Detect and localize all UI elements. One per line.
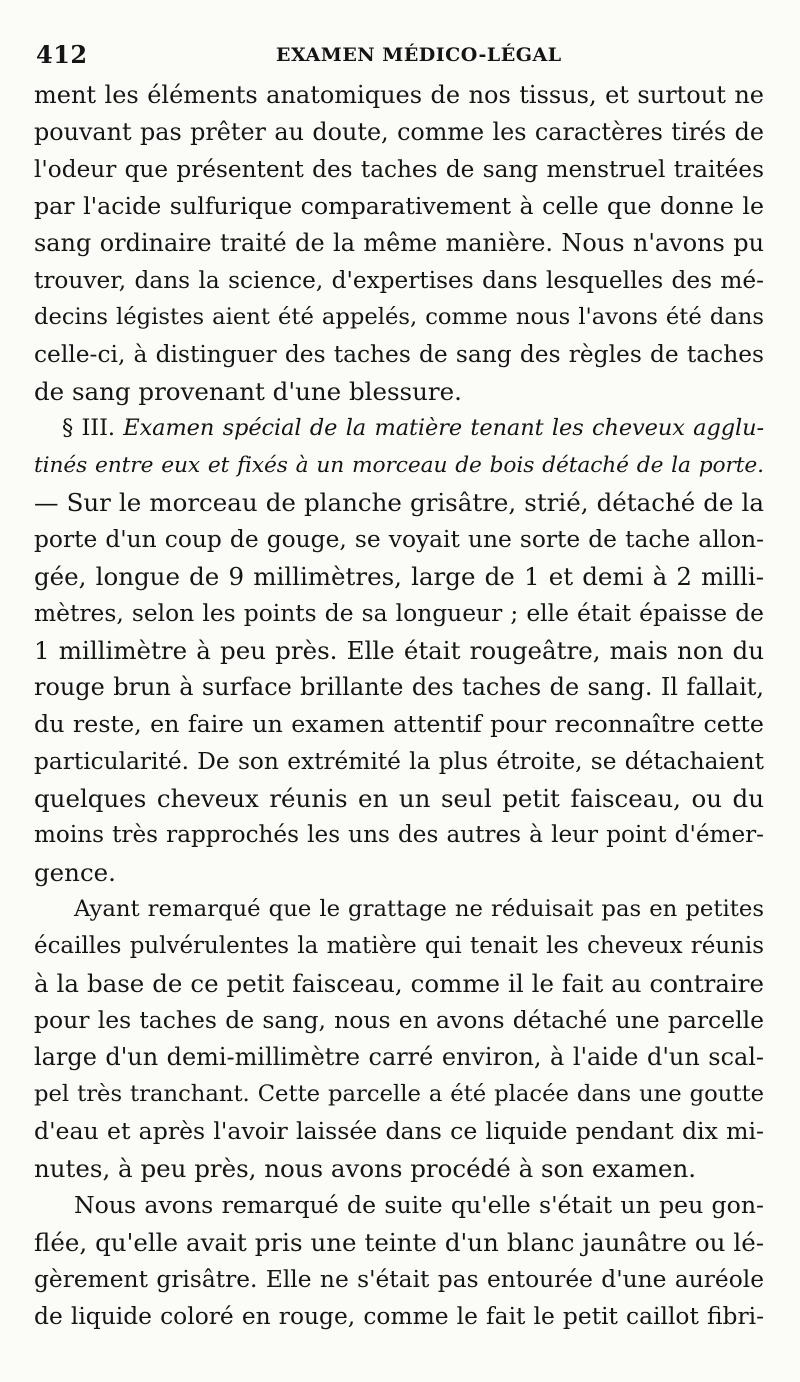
text-line: à la base de ce petit faisceau, comme il le fait au contraire: [34, 969, 764, 998]
text-line: rouge brun à surface brillante des taches de sang. Il fallait,: [34, 673, 764, 701]
text-line: particularité. De son extrémité la plus étroite, se détachaient: [34, 748, 764, 775]
text-line: sang ordinaire traité de la même manière. Nous n'avons pu: [34, 229, 764, 257]
paragraph-1: [34, 77, 764, 410]
text-line: pouvant pas prêter au doute, comme les caractères tirés de: [34, 118, 764, 146]
text-line: flée, qu'elle avait pris une teinte d'un blanc jaunâtre ou lé-: [34, 1228, 764, 1257]
text-line: de liquide coloré en rouge, comme le fait le petit caillot fibri-: [34, 1302, 764, 1330]
text-line: nutes, à peu près, nous avons procédé à son examen.: [34, 1154, 697, 1183]
text-line: porte d'un coup de gouge, se voyait une sorte de tache allon-: [34, 526, 764, 553]
text-line: quelques cheveux réunis en un seul petit faisceau, ou du: [34, 784, 764, 813]
section-marker: § III.: [62, 415, 115, 441]
section-heading-line-1: [34, 410, 764, 447]
text-line: d'eau et après l'avoir laissée dans ce liquide pendant dix mi-: [34, 1117, 764, 1145]
text-line: ment les éléments anatomiques de nos tissus, et surtout ne: [34, 81, 764, 109]
text-line: celle-ci, à distinguer des taches de sang des règles de taches: [34, 341, 764, 368]
page-header: [36, 40, 764, 76]
section-title-part-2: tinés entre eux et fixés à un morceau de bois détaché de la porte.: [34, 453, 764, 478]
section-title-part-1: Examen spécial de la matière tenant les cheveux agglu-: [123, 415, 764, 441]
text-line: par l'acide sulfurique comparativement à celle que donne le: [34, 192, 764, 220]
text-line: écailles pulvérulentes la matière qui tenait les cheveux réunis: [34, 933, 764, 959]
text-line: pel très tranchant. Cette parcelle a été placée dans une goutte: [34, 1081, 764, 1107]
text-line: l'odeur que présentent des taches de sang menstruel traitées: [34, 156, 764, 183]
text-line: — Sur le morceau de planche grisâtre, strié, détaché de la: [34, 488, 764, 517]
text-line: du reste, en faire un examen attentif pour reconnaître cette: [34, 710, 764, 738]
text-line: trouver, dans la science, d'expertises dans lesquelles des mé-: [34, 267, 764, 294]
text-line: decins légistes aient été appelés, comme nous l'avons été dans: [34, 304, 764, 330]
text-line: Nous avons remarqué de suite qu'elle s'était un peu gon-: [74, 1191, 764, 1219]
page-body: [34, 77, 764, 1335]
section-heading-line-2: [34, 447, 764, 484]
text-line: moins très rapprochés les uns des autres à leur point d'émer-: [34, 822, 764, 848]
text-line: gèrement grisâtre. Elle ne s'était pas entourée d'une auréole: [34, 1266, 764, 1293]
page-number: 412: [36, 40, 88, 69]
text-line: gée, longue de 9 millimètres, large de 1 et demi à 2 milli-: [34, 562, 764, 591]
text-line: Ayant remarqué que le grattage ne réduisait pas en petites: [74, 896, 764, 922]
running-title: EXAMEN MÉDICO-LÉGAL: [276, 44, 562, 66]
paragraph-2: [34, 484, 764, 1335]
text-line: de sang provenant d'une blessure.: [34, 377, 462, 406]
text-line: mètres, selon les points de sa longueur ; elle était épaisse de: [34, 599, 764, 627]
text-line: large d'un demi-millimètre carré environ, à l'aide d'un scal-: [34, 1043, 764, 1071]
text-line: 1 millimètre à peu près. Elle était rougeâtre, mais non du: [34, 636, 764, 665]
text-line: gence.: [34, 858, 116, 887]
text-line: pour les taches de sang, nous en avons détaché une parcelle: [34, 1006, 764, 1034]
